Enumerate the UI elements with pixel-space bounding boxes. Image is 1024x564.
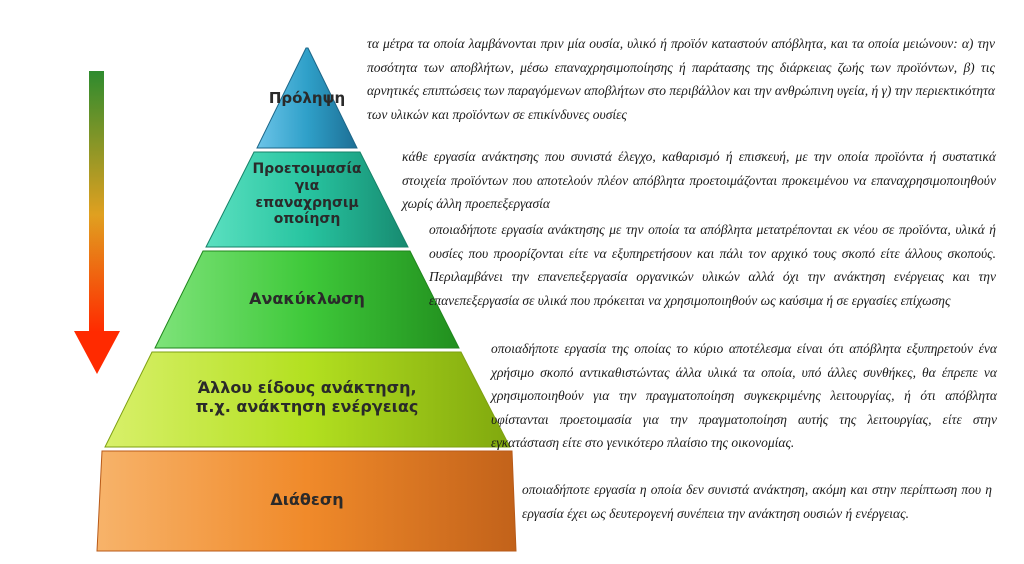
- description-recycling: οποιαδήποτε εργασία ανάκτησης με την οποία τα απόβλητα μετατρέπονται εκ νέου σε προϊόντα, υλικά ή ουσίες που προορίζονται είτε να εξυπηρετήσουν και πάλι τον αρχικό τους σκοπό είτε άλλους σκοπούς. Περιλαμβάνει την επανεπεξεργασία οργανικών υλικών αλλά όχι την ανάκτηση ενέργειας και την επανεπεξεργασία σε υλικά που πρόκειται να χρησιμοποιηθούν ως καύσιμα ή σε εργασίες επίχωσης: [429, 222, 996, 308]
- tier-label-prevention: Πρόληψη: [268, 89, 346, 107]
- tier-label-other-recovery: Άλλου είδους ανάκτηση, π.χ. ανάκτηση ενέργειας: [195, 378, 419, 417]
- description-other-recovery: οποιαδήποτε εργασία της οποίας το κύριο αποτέλεσμα είναι ότι απόβλητα εξυπηρετούν ένα χρήσιμο σκοπό αντικαθιστώντας άλλα υλικά τα οποία, υπό άλλες συνθήκες, θα έπρεπε να χρησιμοποιηθούν για την πραγματοποίηση συγκεκριμένης λειτουργίας, ή ότι απόβλητα υφίστανται προετοιμασία για την πραγματοποίηση αυτής της λειτουργίας, είτε στην εγκατάσταση είτε στο γενικότερο πλαίσιο της οικονομίας.: [491, 341, 997, 450]
- tier-label-recycling: Ανακύκλωση: [249, 289, 365, 308]
- tier-label-disposal: Διάθεση: [270, 490, 344, 509]
- description-preparation-for-reuse: κάθε εργασία ανάκτησης που συνιστά έλεγχο, καθαρισμό ή επισκευή, με την οποία προϊόντα ή συστατικά στοιχεία προϊόντων που αποτελούν πλέον απόβλητα προετοιμάζονται προκειμένου να επαναχρησιμοποιηθούν χωρίς άλλη προεπεξεργασία: [402, 149, 996, 211]
- priority-arrow: [74, 71, 120, 374]
- description-prevention: τα μέτρα τα οποία λαμβάνονται πριν μία ουσία, υλικό ή προϊόν καταστούν απόβλητα, και τα οποία μειώνουν: α) την ποσότητα των αποβλήτων, μέσω επαναχρησιμοποίησης ή παράτασης της διάρκειας ζωής των προϊόντων, β) τις αρνητικές επιπτώσεις των παραγόμενων αποβλήτων στο περιβάλλον και την ανθρώπινη υγεία, ή γ) την περιεκτικότητα των υλικών και προϊόντων σε επικίνδυνες ουσίες: [367, 36, 995, 122]
- description-disposal: οποιαδήποτε εργασία η οποία δεν συνιστά ανάκτηση, ακόμη και στην περίπτωση που η εργασία έχει ως δευτερογενή συνέπεια την ανάκτηση ουσιών ή ενέργειας.: [522, 482, 992, 521]
- tier-label-preparation-for-reuse: Προετοιμασία για επαναχρησιμ οποίηση: [252, 161, 362, 228]
